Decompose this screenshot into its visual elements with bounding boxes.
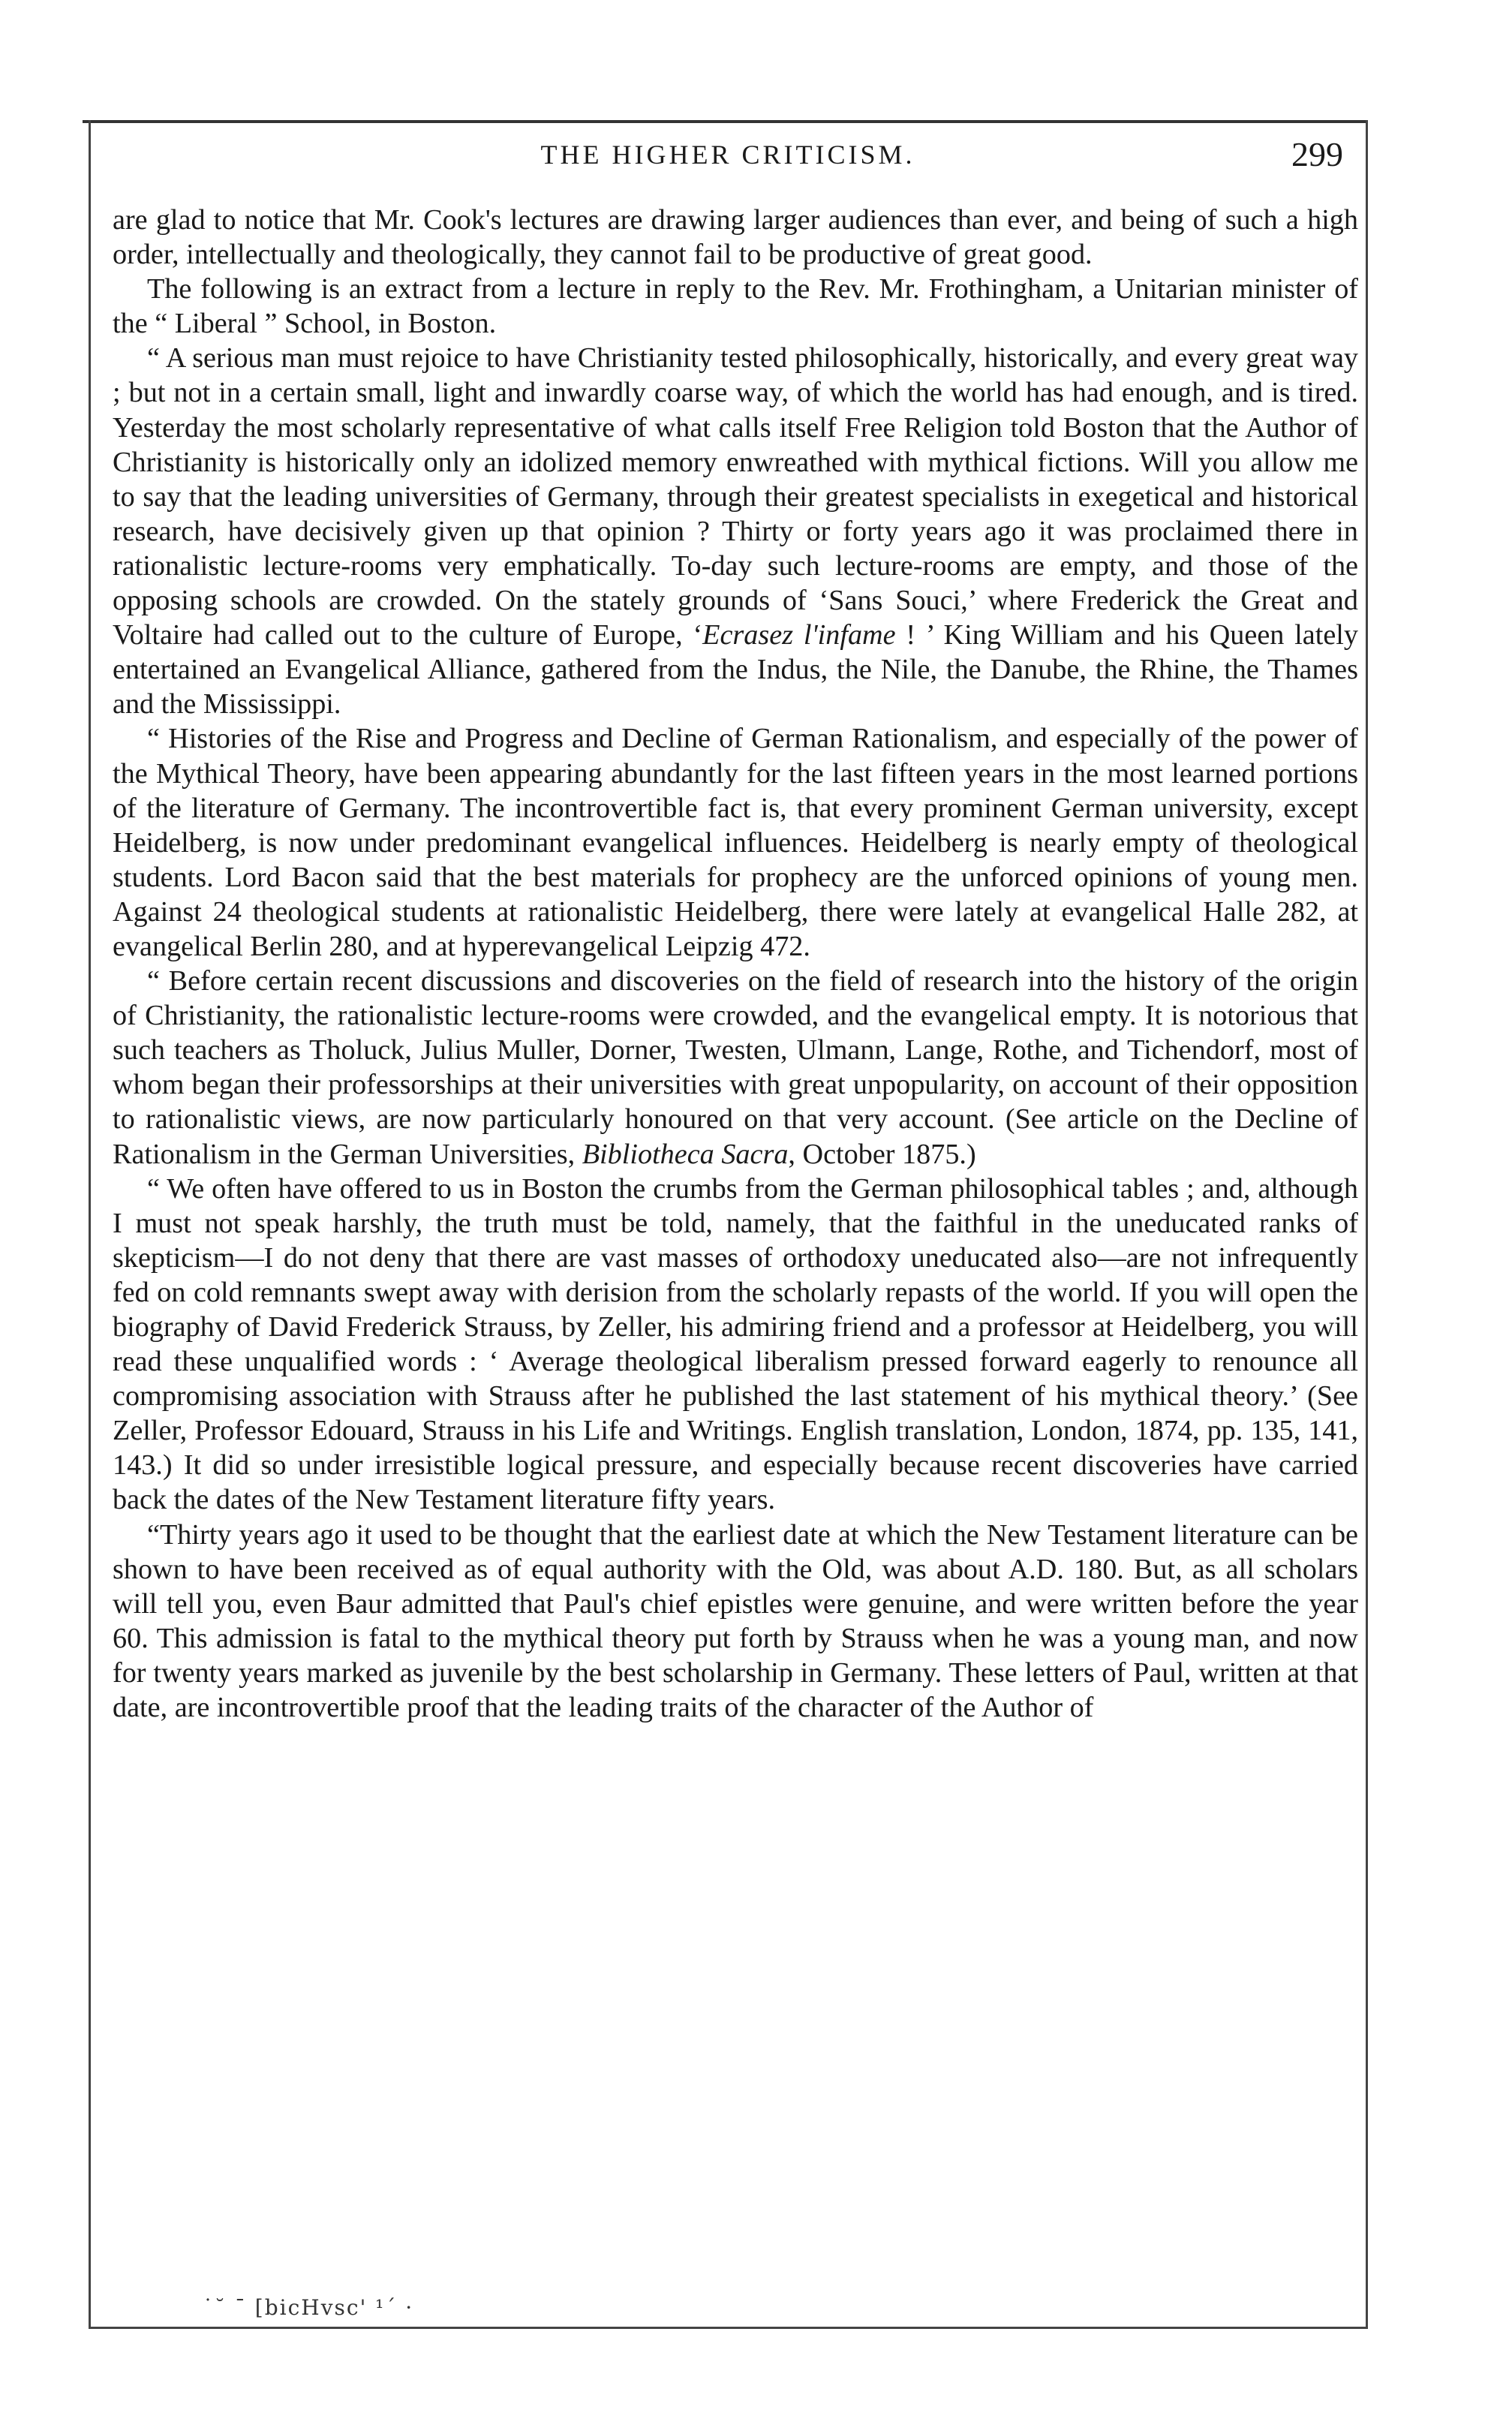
paragraph-quote-4 — [113, 1172, 1358, 1518]
paragraph-text: The following is an extract from a lecture in reply to the Rev. Mr. Frothingham, a Unitarian minister of the “ Liberal ” School, in Boston. — [113, 273, 1358, 340]
running-head — [113, 134, 1343, 186]
paragraph-text: are glad to notice that Mr. Cook's lectures are drawing larger audiences than ever, and being of such a high order, intellectually and theologically, they cannot fail to be productive of great good. — [113, 204, 1358, 271]
paragraph-text: , October 1875.) — [788, 1138, 976, 1170]
paragraph-continuation — [113, 203, 1358, 272]
footer-printer-mark: ˙˘ ˉ [bicHvsc' ¹´ · — [203, 2295, 414, 2320]
paragraph-quote-2 — [113, 721, 1358, 964]
right-margin-rule — [1366, 120, 1368, 2327]
paragraph-quote-5 — [113, 1518, 1358, 1725]
page-number: 299 — [1291, 135, 1343, 173]
italic-phrase: Ecrasez l'infame — [702, 619, 896, 651]
top-rule — [83, 120, 1366, 123]
paragraph-text: “ A serious man must rejoice to have Christianity tested philosophically, historically, and every great way ; but not in a certain small, light and inwardly coarse way, of which the world has had enough, and is tired. Yesterday the most scholarly representative of what calls itself Free Religion told Boston that the Author of Christianity is historically only an idolized memory enwreathed with mythical fictions. Will you allow me to say that the leading universities of Germany, through their greatest specialists in exegetical and historical research, have decisively given up that opinion ? Thirty or forty years ago it was proclaimed there in rationalistic lecture-rooms very emphatically. To-day such lecture-rooms are empty, and those of the opposing schools are crowded. On the stately grounds of ‘Sans Souci,’ where Frederick the Great and Voltaire had called out to the culture of Europe, ‘ — [113, 342, 1358, 651]
paragraph-text: “ We often have offered to us in Boston the crumbs from the German philosophical tables ; and, although I must not speak harshly, the truth must be told, namely, that the faithful in the uneducated ranks of skepticism—I do not deny that there are vast masses of orthodoxy uneducated also—are not infrequently fed on cold remnants swept away with derision from the scholarly repasts of the world. If you will open the biography of David Frederick Strauss, by Zeller, his admiring friend and a professor at Heidelberg, you will read these unqualified words : ‘ Average theological liberalism pressed forward eagerly to renounce all compromising association with Strauss after he published the last statement of his mythical theory.’ (See Zeller, Professor Edouard, Strauss in his Life and Writings. English translation, London, 1874, pp. 135, 141, 143.) It did so under irresistible logical pressure, and especially because recent discoveries have carried back the dates of the New Testament literature fifty years. — [113, 1172, 1358, 1516]
paragraph-text: “Thirty years ago it used to be thought that the earliest date at which the New Testament literature can be shown to have been received as of equal authority with the Old, was about A.D. 180. But, as all scholars will tell you, even Baur admitted that Paul's chief epistles were genuine, and were written before the year 60. This admission is fatal to the mythical theory put forth by Strauss when he was a young man, and now for twenty years marked as juvenile by the best scholarship in Germany. These letters of Paul, written at that date, are incontrovertible proof that the leading traits of the character of the Author of — [113, 1518, 1358, 1724]
paragraph-intro — [113, 272, 1358, 341]
paragraph-quote-1 — [113, 341, 1358, 721]
bottom-rule — [89, 2327, 1368, 2329]
paragraph-text: “ Before certain recent discussions and discoveries on the field of research into the history of the origin of Christianity, the rationalistic lecture-rooms were crowded, and the evangelical empty. It is notorious that such teachers as Tholuck, Julius Muller, Dorner, Twesten, Ulmann, Lange, Rothe, and Tichendorf, most of whom began their professorships at their universities with great unpopularity, on account of their opposition to rationalistic views, are now particularly honoured on that very account. (See article on the Decline of Rationalism in the German Universities, — [113, 965, 1358, 1170]
paragraph-text: “ Histories of the Rise and Progress and Decline of German Rationalism, and especially of the power of the Mythical Theory, have been appearing abundantly for the last fifteen years in the most learned portions of the literature of Germany. The incontrovertible fact is, that every prominent German university, except Heidelberg, is now under predominant evangelical influences. Heidelberg is nearly empty of theological students. Lord Bacon said that the best materials for prophecy are the unforced opinions of young men. Against 24 theological students at rationalistic Heidelberg, there were lately at evangelical Halle 282, at evangelical Berlin 280, and at hyperevangelical Leipzig 472. — [113, 723, 1358, 962]
left-margin-rule — [89, 120, 91, 2327]
page-body — [113, 203, 1358, 1725]
paragraph-quote-3 — [113, 964, 1358, 1172]
paragraph-text: ! ’ King William and his Queen lately entertained an Evangelical Alliance, gathered from the Indus, the Nile, the Danube, the Rhine, the Thames and the Mississippi. — [113, 619, 1359, 721]
running-title: THE HIGHER CRITICISM. — [540, 140, 915, 170]
italic-title: Bibliotheca Sacra — [582, 1138, 789, 1170]
